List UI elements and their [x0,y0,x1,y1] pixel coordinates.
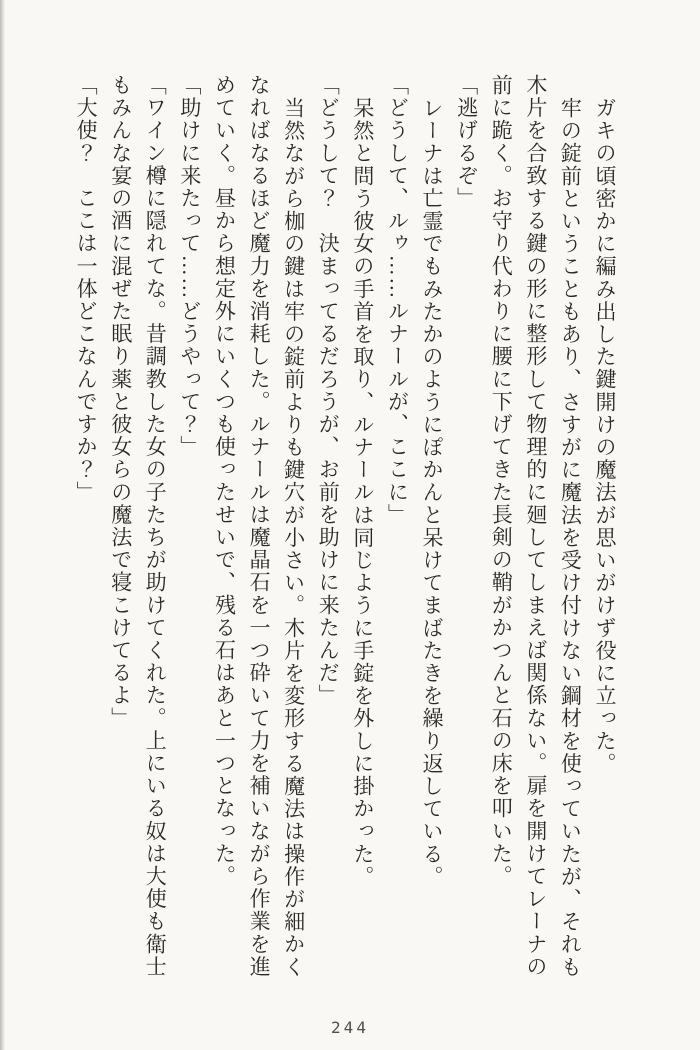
page-number: 244 [331,1018,369,1037]
paragraph: 呆然と問う彼女の手首を取り、ルナールは同じように手錠を外しに掛かった。 [350,96,375,888]
paragraph: ガキの頃密かに編み出した鍵開けの魔法が思いがけず役に立った。 [593,96,617,775]
paragraph: レーナは亡霊でもみたかのようにぽかんと呆けてまばたきを繰り返している。 [420,96,445,888]
paragraph: 「大使？ ここは一体どこなんですか？」 [74,74,99,504]
page-edge-shadow [0,0,5,1050]
vertical-text-area [69,74,623,980]
paragraph: 「どうして？ 決まってるだろうが、お前を助けに来たんだ」 [316,74,341,707]
paragraph: 「助けに来たって……どうやって？」 [177,74,202,459]
paragraph: 牢の錠前ということもあり、さすがに魔法を受け付けない鋼材を使っていたが、それも木片を合致する鍵の形に整形して物理的に廻してしまえば関係ない。扉を開けてレーナの前に跪く。お守り代わりに腰に下げてきた長剣の鞘がかつんと石の床を叩いた。 [489,74,583,978]
paragraph: 「ワイン樽に隠れてな。昔調教した女の子たちが助けてくれた。上にいる奴は大使も衛士もみんな宴の酒に混ぜた眠り薬と彼女らの魔法で寝こけてるよ」 [108,74,168,978]
paragraph: 「どうして、ルゥ……ルナールが、ここに」 [385,74,410,526]
paragraph: 当然ながら枷の鍵は牢の錠前よりも鍵穴が小さい。木片を変形する魔法は操作が細かくなればなるほど魔力を消耗した。ルナールは魔晶石を一つ砕いて力を補いながら作業を進めていく。昼から想定外にいくつも使ったせいで、残る石はあと一つとなった。 [212,74,306,978]
paragraph: 「逃げるぞ」 [454,74,479,210]
